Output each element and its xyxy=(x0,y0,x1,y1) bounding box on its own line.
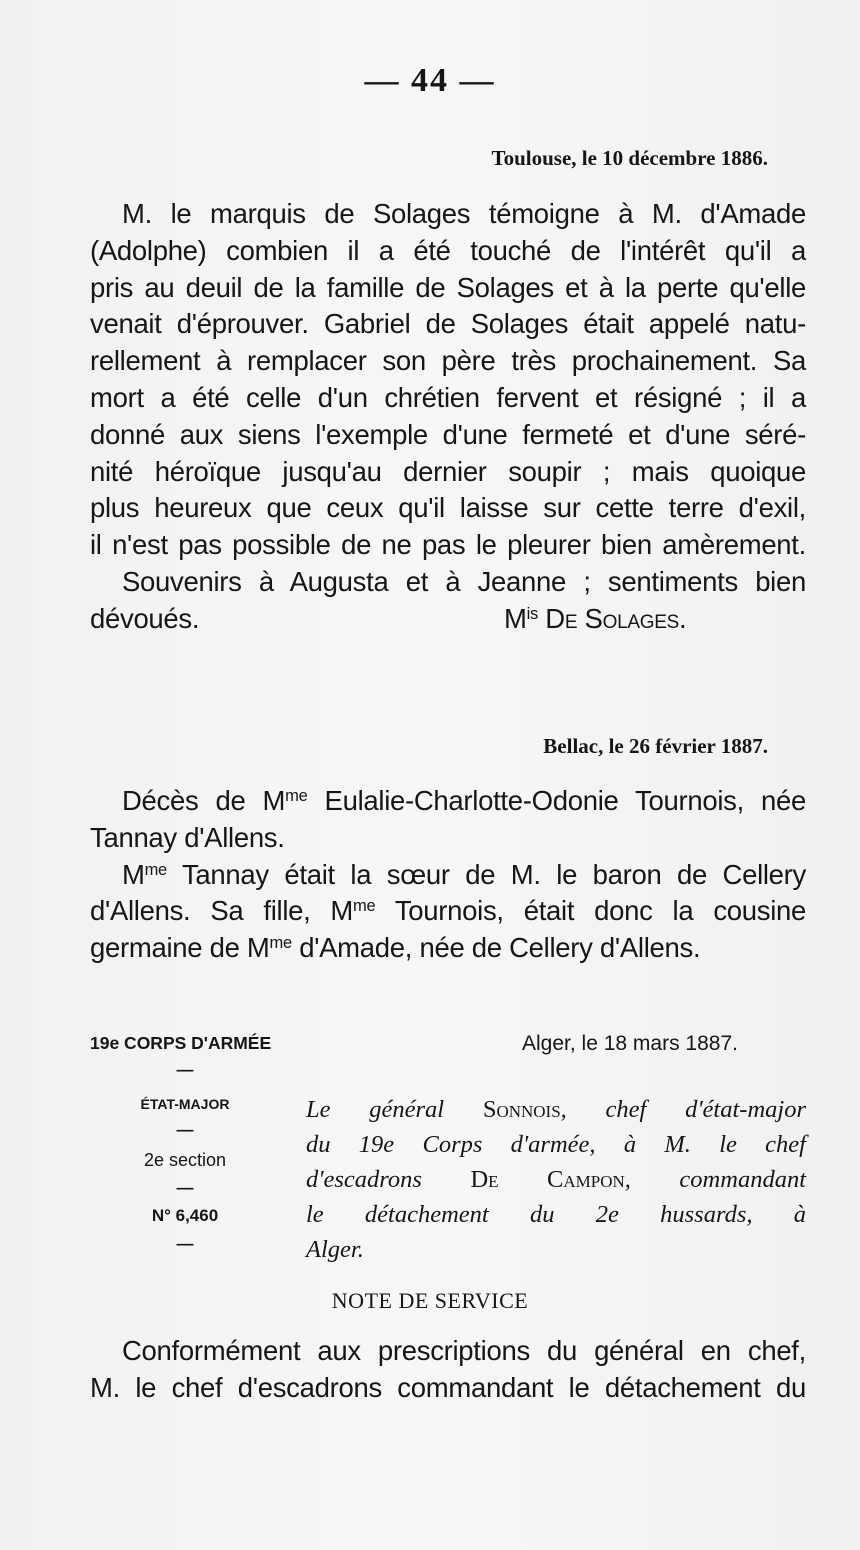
dateline-bellac: Bellac, le 26 février 1887. xyxy=(543,734,768,758)
margin-dash: — xyxy=(176,1234,194,1253)
text-line: $M^{me}$ Tannay était la sœur de M. le baron de Cellery xyxy=(122,858,806,890)
margin-section: 2e section xyxy=(143,1150,227,1170)
margin-dash: — xyxy=(176,1060,194,1079)
text-line: il n'est pas possible de ne pas le pleurer bien amèrement. xyxy=(90,529,806,561)
text-line: d'Allens. Sa fille, $M^{me}$ Tournois, était donc la cousine xyxy=(90,895,807,927)
text-line: germaine de $M^{me}$ d'Amade, née de Cellery d'Allens. xyxy=(90,932,701,964)
text-line: pris au deuil de la famille de Solages et à la perte qu'elle xyxy=(90,271,806,303)
text-line: M. le chef d'escadrons commandant le détachement du xyxy=(90,1371,806,1403)
signature-row xyxy=(90,601,806,638)
dateline-alger: Alger, le 18 mars 1887. xyxy=(522,1032,738,1055)
closing-end: dévoués. xyxy=(90,602,200,634)
address-block xyxy=(306,1092,806,1267)
text-line: Décès de $M^{me}$ Eulalie-Charlotte-Odonie Tournois, née xyxy=(122,785,806,816)
margin-number: N° 6,460 xyxy=(151,1206,219,1225)
text-line: nité héroïque jusqu'au dernier soupir ; mais quoique xyxy=(90,455,806,487)
text-line: rellement à remplacer son père très prochainement. Sa xyxy=(90,345,806,377)
note-title: NOTE DE SERVICE xyxy=(331,1288,529,1313)
margin-dash: — xyxy=(176,1120,194,1139)
text-line: venait d'éprouver. Gabriel de Solages était appelé natu- xyxy=(90,308,806,340)
closing-line: Souvenirs à Augusta et à Jeanne ; sentiments bien xyxy=(122,565,806,597)
dateline-toulouse: Toulouse, le 10 décembre 1886. xyxy=(491,146,768,170)
note-body xyxy=(90,1333,806,1407)
text-line: M. le marquis de Solages témoigne à M. d'Amade xyxy=(122,198,806,229)
letter-solages-paragraph xyxy=(90,196,806,638)
text-line: (Adolphe) combien il a été touché de l'intérêt qu'il a xyxy=(90,234,806,266)
text-line: plus heureux que ceux qu'il laisse sur cette terre d'exil, xyxy=(90,492,806,524)
address-line: du 19e Corps d'armée, à M. le chef xyxy=(306,1131,806,1158)
text-line: Conformément aux prescriptions du général en chef, xyxy=(122,1335,806,1366)
address-line: le détachement du 2e hussards, à xyxy=(306,1201,806,1228)
signature: $M^{is}$ De Solages. xyxy=(504,602,687,634)
letter-bellac-paragraph xyxy=(90,783,806,967)
text-line: donné aux siens l'exemple d'une fermeté et d'une séré- xyxy=(90,418,806,450)
address-line: d'escadrons De Campon, commandant xyxy=(306,1166,806,1193)
margin-dash: — xyxy=(176,1178,194,1197)
address-line: Le général Sonnois, chef d'état-major xyxy=(306,1096,806,1123)
page-number: — 44 — xyxy=(364,62,496,99)
margin-etat-major: ÉTAT-MAJOR xyxy=(140,1096,230,1112)
text-line: mort a été celle d'un chrétien fervent et résigné ; il a xyxy=(90,381,806,413)
address-line: Alger. xyxy=(306,1236,364,1263)
corps-header: 19e CORPS D'ARMÉE xyxy=(90,1033,272,1053)
text-line: Tannay d'Allens. xyxy=(90,821,285,853)
